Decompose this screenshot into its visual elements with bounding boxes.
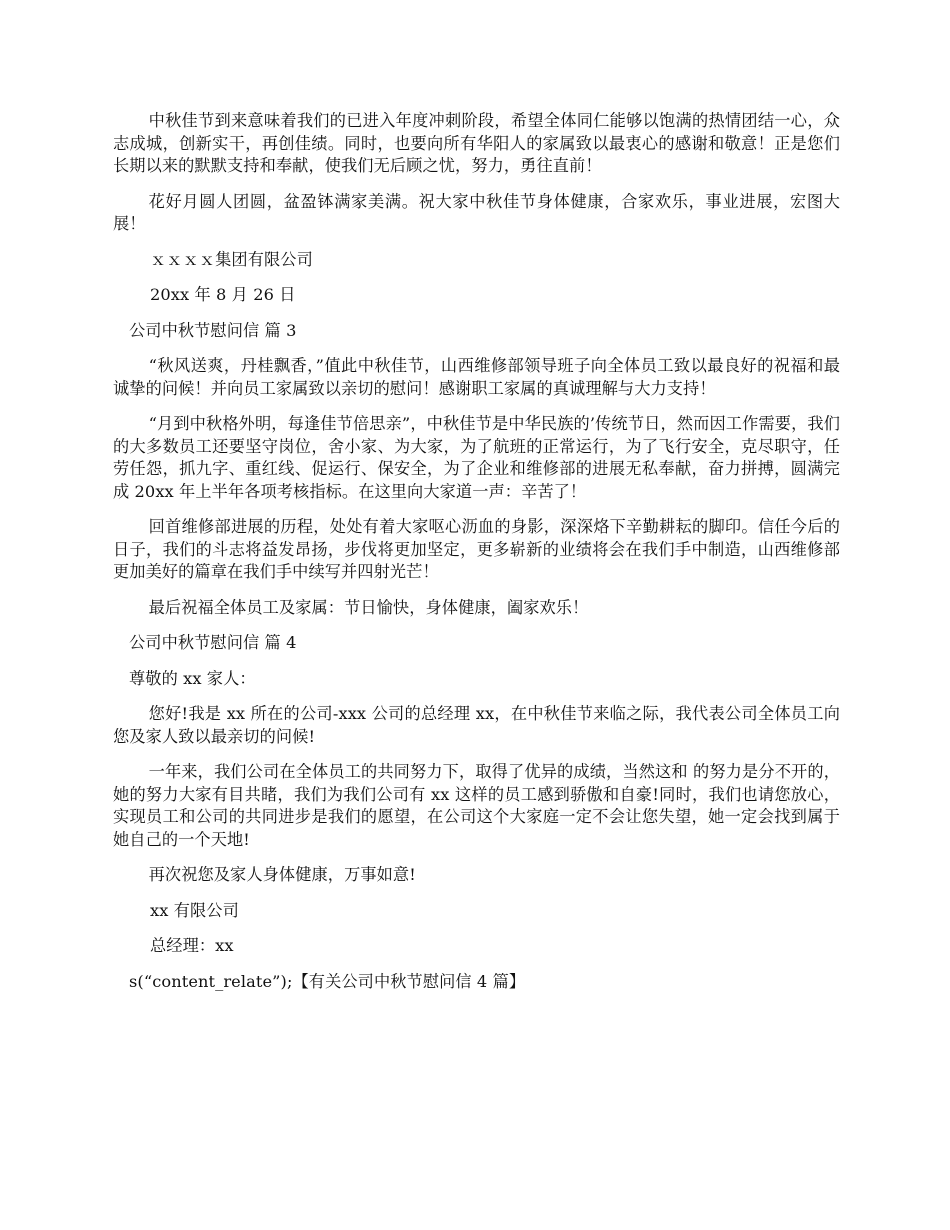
paragraph-7: 您好!我是 xx 所在的公司-xxx 公司的总经理 xx，在中秋佳节来临之际，我代表公司全体员工向您及家人致以最亲切的问候! [113,704,840,746]
paragraph-9: 再次祝您及家人身体健康，万事如意! [148,865,416,884]
salutation: 尊敬的 xx 家人： [129,668,256,688]
paragraph-3: “秋风送爽，丹桂飘香，”值此中秋佳节，山西维修部领导班子向全体员工致以最良好的祝福和最诚挚的问候！并向员工家属致以亲切的慰问！感谢职工家属的真诚理解与大力支持！ [113,356,840,398]
signature-company-1: ｘｘｘｘ集团有限公司 [150,249,313,269]
paragraph-5: 回首维修部进展的历程，处处有着大家呕心沥血的身影，深深烙下辛勤耕耘的脚印。信任今后的日子，我们的斗志将益发昂扬，步伐将更加坚定，更多崭新的业绩将会在我们手中制造，山西维修部更加美好的篇章在我们手中续写并四射光芒！ [113,517,840,581]
document-page [113,110,840,993]
signature-company-2: xx 有限公司 [150,900,239,920]
paragraph-1: 中秋佳节到来意味着我们的已进入年度冲刺阶段，希望全体同仁能够以饱满的热情团结一心，众志成城，创新实干，再创佳绩。同时，也要向所有华阳人的家属致以最衷心的感谢和敬意！正是您们长期以来的默默支持和奉献，使我们无后顾之忧，努力，勇往直前！ [113,111,840,175]
section-heading-4: 公司中秋节慰问信 篇 4 [129,633,297,652]
signature-date-1: 20xx 年 8 月 26 日 [150,285,296,304]
related-content-footer: s(“content_relate”);【有关公司中秋节慰问信 4 篇】 [129,971,526,991]
signature-manager: 总经理：xx [150,936,234,955]
section-heading-3: 公司中秋节慰问信 篇 3 [129,320,297,340]
paragraph-8: 一年来，我们公司在全体员工的共同努力下，取得了优异的成绩，当然这和 的努力是分不开的，她的努力大家有目共睹，我们为我们公司有 xx 这样的员工感到骄傲和自豪!同时，我们也请您放心，实现员工和公司的共同进步是我们的愿望，在公司这个大家庭一定不会让您失望，她一定会找到属于她自己的一个天地! [113,762,840,849]
paragraph-6: 最后祝福全体员工及家属：节日愉快，身体健康，阖家欢乐！ [148,597,589,617]
paragraph-2: 花好月圆人团圆，盆盈钵满家美满。祝大家中秋佳节身体健康，合家欢乐，事业进展，宏图大展！ [113,191,840,233]
paragraph-4: “月到中秋格外明，每逢佳节倍思亲”，中秋佳节是中华民族的’传统节日，然而因工作需要，我们的大多数员工还要坚守岗位，舍小家、为大家，为了航班的正常运行，为了飞行安全，克尽职守，任劳任怨，抓九字、重红线、促运行、保安全，为了企业和维修部的进展无私奉献，奋力拼搏，圆满完成 20xx 年上半年各项考核指标。在这里向大家道一声：辛苦了！ [113,414,840,501]
